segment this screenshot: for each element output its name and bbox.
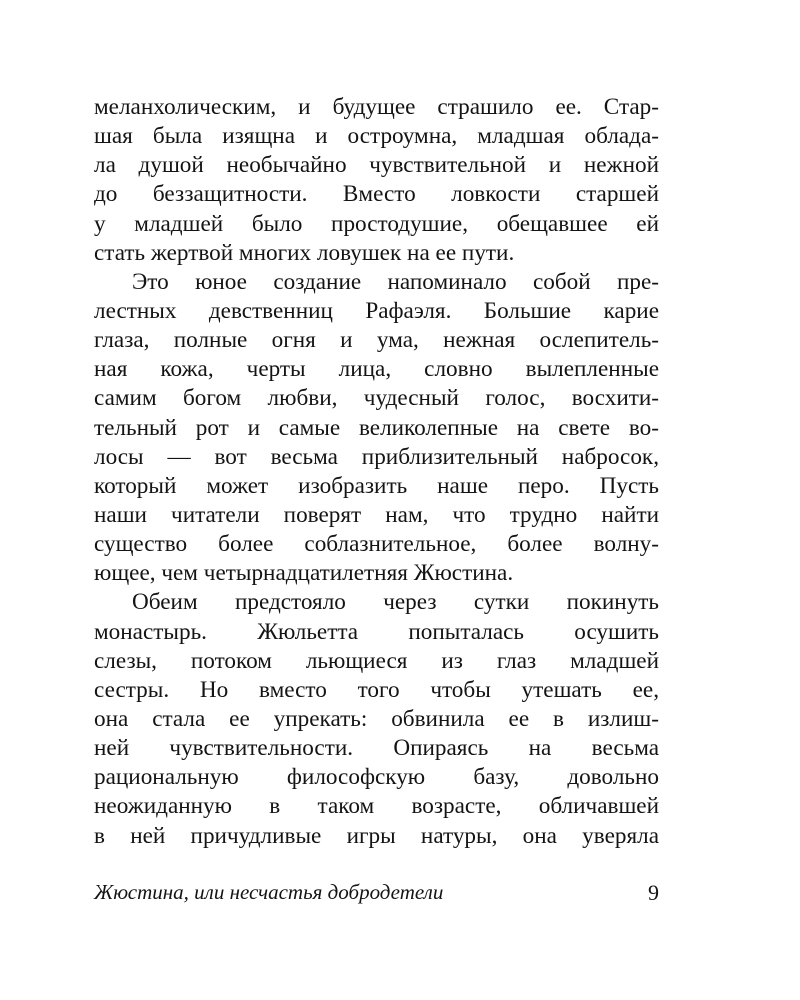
- text-line: неожиданную в таком возрасте, обличавшей: [94, 793, 659, 820]
- text-line: лестных девственниц Рафаэля. Большие карие: [94, 297, 659, 324]
- text-line: до беззащитности. Вместо ловкости старшей: [94, 181, 659, 208]
- text-line: ющее, чем четырнадцатилетняя Жюстина.: [94, 560, 514, 587]
- text-line: наши читатели поверят нам, что трудно найти: [94, 501, 659, 528]
- text-line: рациональную философскую базу, довольно: [94, 764, 659, 791]
- text-line: у младшей было простодушие, обещавшее ей: [94, 210, 659, 237]
- paragraph: [94, 268, 659, 589]
- text-line: глаза, полные огня и ума, нежная ослепитель-: [94, 327, 659, 354]
- body-text: [94, 93, 659, 851]
- text-line: слезы, потоком льющиеся из глаз младшей: [94, 647, 659, 674]
- text-line: ная кожа, черты лица, словно вылепленные: [94, 356, 659, 383]
- text-line: ла душой необычайно чувствительной и нежной: [94, 152, 659, 179]
- text-line: тельный рот и самые великолепные на свете во-: [94, 414, 659, 441]
- text-line: Это юное создание напоминало собой пре-: [132, 268, 659, 295]
- text-line: она стала ее упрекать: обвинила ее в излиш-: [94, 705, 659, 732]
- text-line: шая была изящна и остроумна, младшая облада-: [94, 123, 659, 150]
- text-line: монастырь. Жюльетта попыталась осушить: [94, 618, 659, 645]
- page-footer: [94, 880, 659, 910]
- text-line: лосы — вот весьма приблизительный набросок,: [94, 443, 659, 470]
- text-line: меланхолическим, и будущее страшило ее. Стар-: [94, 94, 659, 120]
- text-line: сестры. Но вместо того чтобы утешать ее,: [94, 676, 659, 703]
- text-line: самим богом любви, чудесный голос, восхити-: [94, 385, 659, 412]
- text-line: Обеим предстояло через сутки покинуть: [132, 589, 659, 616]
- page-number: 9: [648, 880, 659, 905]
- text-line: ней чувствительности. Опираясь на весьма: [94, 735, 659, 762]
- paragraph: [94, 93, 659, 268]
- text-line: который может изобразить наше перо. Пусть: [94, 472, 659, 499]
- running-title: Жюстина, или несчастья добродетели: [94, 880, 444, 904]
- text-line: стать жертвой многих ловушек на ее пути.: [94, 239, 515, 266]
- text-line: в ней причудливые игры натуры, она уверяла: [94, 822, 659, 849]
- text-line: существо более соблазнительное, более волну-: [94, 531, 659, 558]
- paragraph: [94, 588, 659, 850]
